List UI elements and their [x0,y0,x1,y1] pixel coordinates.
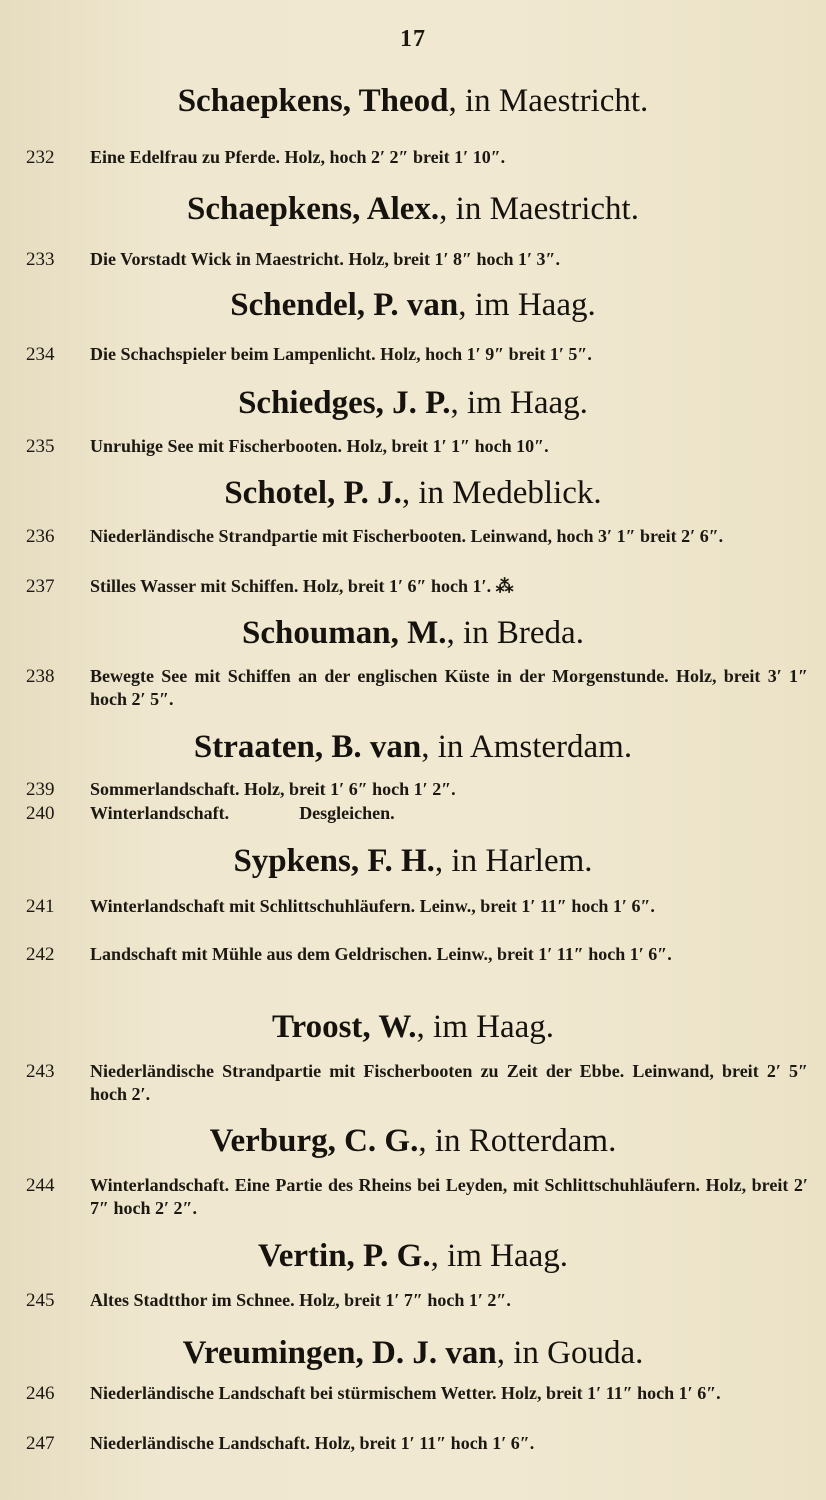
entry-description: Niederländische Strandpartie mit Fischerbooten zu Zeit der Ebbe. Leinwand, breit 2′ 5″ hoch 2′. [90,1061,808,1104]
artist-place: , im Haag. [450,385,588,421]
artist-place: , in Rotterdam. [418,1123,617,1159]
entry-number: 247 [26,1433,55,1454]
artist-place: , in Maestricht. [439,191,639,227]
artist-heading [0,190,826,228]
artist-place: , in Medeblick. [401,475,602,511]
artist-heading [0,614,826,652]
artist-place: , im Haag. [458,287,596,323]
artist-place: , in Maestricht. [448,83,649,119]
page-number: 17 [400,26,426,52]
artist-heading [0,1237,826,1275]
artist-heading [0,82,826,120]
entry-description: Altes Stadtthor im Schnee. Holz, breit 1′ 7″ hoch 1′ 2″. [90,1290,511,1310]
entry-description: Landschaft mit Mühle aus dem Geldrischen. Leinw., breit 1′ 11″ hoch 1′ 6″. [90,944,672,964]
artist-name: Schaepkens, Theod [177,83,449,119]
entry-description: Niederländische Strandpartie mit Fischerbooten. Leinwand, hoch 3′ 1″ breit 2′ 6″. [90,526,724,546]
entry-number: 234 [26,344,55,365]
artist-name: Schaepkens, Alex. [187,191,440,227]
entry-number: 241 [26,896,55,917]
artist-place: , in Gouda. [496,1335,644,1371]
entry-description: Die Vorstadt Wick in Maestricht. Holz, breit 1′ 8″ hoch 1′ 3″. [90,249,560,269]
artist-heading [0,286,826,324]
artist-place: , im Haag. [430,1238,569,1274]
entry-description: Stilles Wasser mit Schiffen. Holz, breit 1′ 6″ hoch 1′. ⁂ [90,576,514,596]
entry-number: 235 [26,436,55,457]
entry-description: Niederländische Landschaft. Holz, breit 1′ 11″ hoch 1′ 6″. [90,1433,535,1453]
entry-description: Unruhige See mit Fischerbooten. Holz, breit 1′ 1″ hoch 10″. [90,436,549,456]
artist-heading [0,474,826,512]
entry-number: 240 [26,803,55,824]
entry-number: 236 [26,526,55,547]
artist-place: , in Amsterdam. [421,729,633,765]
entry-number: 243 [26,1061,55,1082]
artist-name: Sypkens, F. H. [233,843,435,879]
entry-description: Bewegte See mit Schiffen an der englischen Küste in der Morgenstunde. Holz, breit 3′ 1″ hoch 2′ 5″. [90,666,808,709]
entry-number: 232 [26,147,55,168]
artist-place: , in Breda. [446,615,584,651]
artist-name: Schouman, M. [242,615,447,651]
artist-place: , in Harlem. [434,843,593,879]
entry-description: Niederländische Landschaft bei stürmischem Wetter. Holz, breit 1′ 11″ hoch 1′ 6″. [90,1383,721,1403]
entry-number: 239 [26,779,55,800]
artist-heading [0,1008,826,1046]
entry-number: 246 [26,1383,55,1404]
entry-number: 238 [26,666,55,687]
artist-heading [0,1334,826,1372]
entry-number: 245 [26,1290,55,1311]
artist-name: Verburg, C. G. [209,1123,419,1159]
artist-heading [0,384,826,422]
artist-name: Vertin, P. G. [257,1238,431,1274]
entry-description: Eine Edelfrau zu Pferde. Holz, hoch 2′ 2″ breit 1′ 10″. [90,147,506,167]
artist-name: Schendel, P. van [230,287,459,323]
artist-heading [0,842,826,880]
artist-heading [0,1122,826,1160]
entry-description: Die Schachspieler beim Lampenlicht. Holz, hoch 1′ 9″ breit 1′ 5″. [90,344,592,364]
entry-number: 237 [26,576,55,597]
entry-title: Winterlandschaft. [90,803,230,823]
entry-description: Winterlandschaft mit Schlittschuhläufern. Leinw., breit 1′ 11″ hoch 1′ 6″. [90,896,655,916]
entry-number: 242 [26,944,55,965]
artist-heading [0,728,826,766]
entry-description [90,802,808,825]
artist-place: , im Haag. [416,1009,555,1045]
entry-description: Sommerlandschaft. Holz, breit 1′ 6″ hoch 1′ 2″. [90,779,456,799]
entry-note: Desgleichen. [299,803,395,823]
artist-name: Schiedges, J. P. [238,385,451,421]
entry-number: 244 [26,1175,55,1196]
entry-description: Winterlandschaft. Eine Partie des Rheins bei Leyden, mit Schlittschuhläufern. Holz, breit 2′ 7″ hoch 2′ 2″. [90,1175,808,1218]
artist-name: Schotel, P. J. [224,475,402,511]
artist-name: Vreumingen, D. J. van [182,1335,497,1371]
artist-name: Straaten, B. van [193,729,422,765]
artist-name: Troost, W. [271,1009,417,1045]
entry-number: 233 [26,249,55,270]
